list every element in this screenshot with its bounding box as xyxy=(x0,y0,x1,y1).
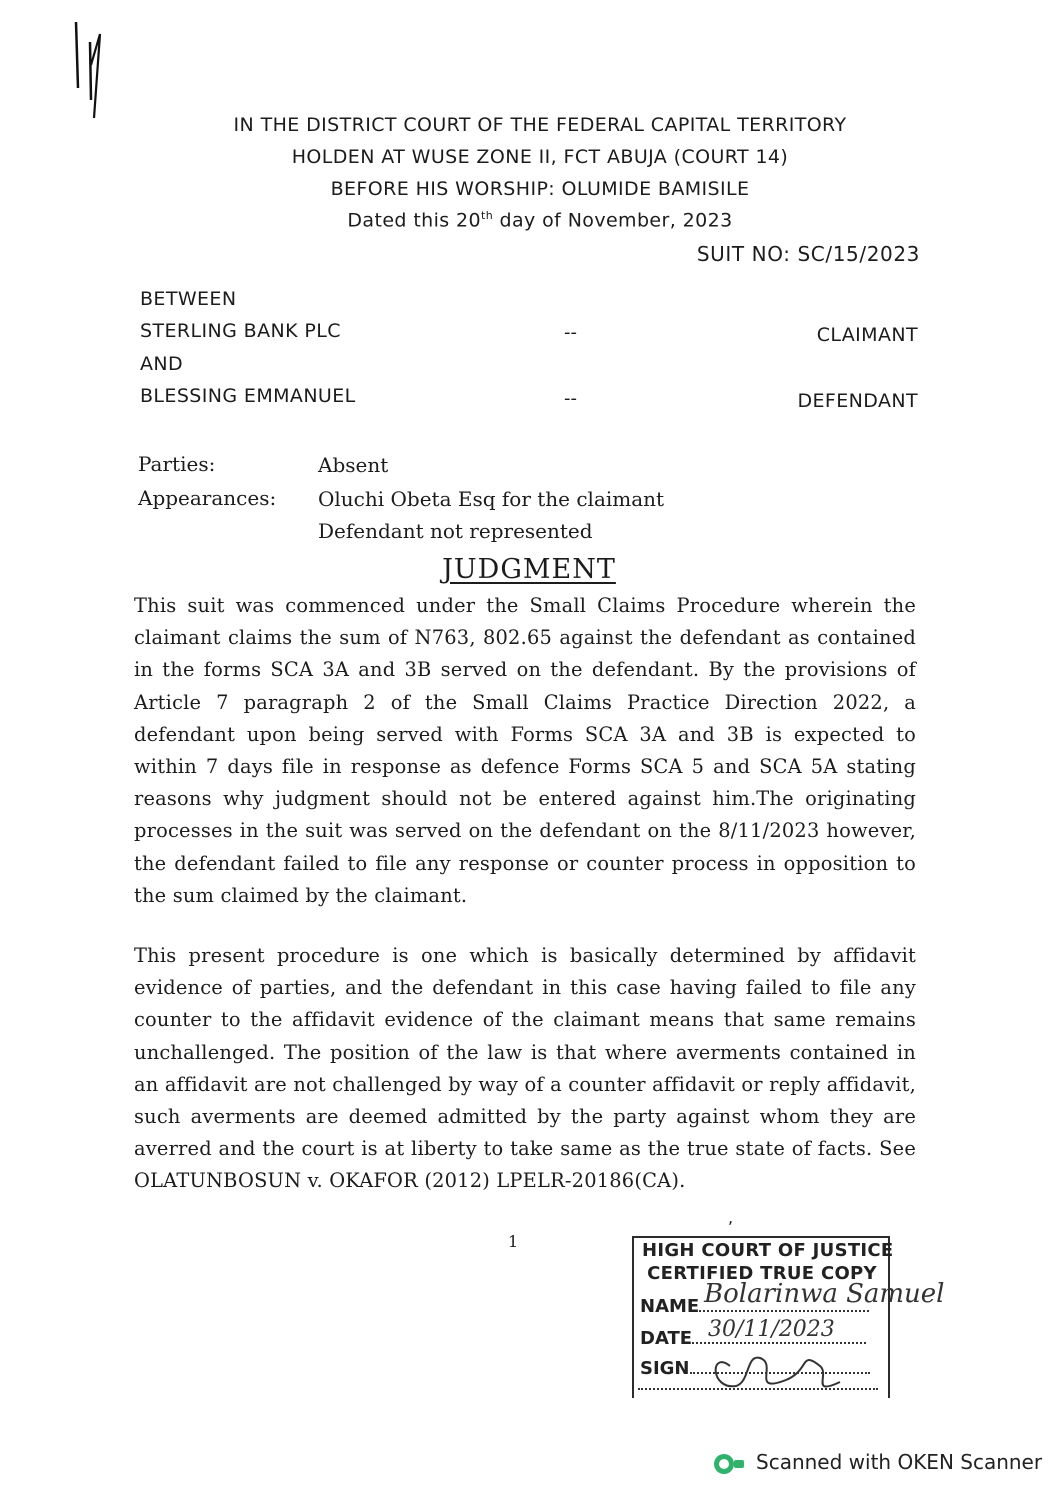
handwritten-name: Bolarinwa Samuel xyxy=(704,1279,945,1309)
parties-label: Parties: xyxy=(138,452,216,476)
stray-mark: , xyxy=(728,1208,734,1227)
claimant-name: STERLING BANK PLC xyxy=(140,320,341,342)
judgment-paragraph-2: This present procedure is one which is basically determined by affidavit evidence of parties, and the defendant in this case having failed to file any counter to the affidavit evidence of the claimant means that same remains unchallenged. The position of the law is that where averments contained in an affidavit are not challenged by way of a counter affidavit or reply affidavit, such averments are deemed admitted by the party against whom they are averred and the court is at liberty to take same as the true state of facts. See OLATUNBOSUN v. OKAFOR (2012) LPELR-20186(CA). xyxy=(134,944,916,1193)
page-number: 1 xyxy=(508,1232,519,1251)
stamp-court-name: HIGH COURT OF JUSTICE xyxy=(642,1240,894,1261)
suit-number: SUIT NO: SC/15/2023 xyxy=(696,242,920,266)
stamp-name-label: NAME xyxy=(640,1296,700,1317)
judgment-date-ordinal: th xyxy=(481,209,494,222)
defendant-separator: -- xyxy=(564,388,577,409)
judgment-date xyxy=(140,209,940,231)
stamp-date-label: DATE xyxy=(640,1328,693,1349)
claimant-separator: -- xyxy=(564,322,577,343)
appearance-claimant: Oluchi Obeta Esq for the claimant xyxy=(318,487,665,511)
judgment-title-text: JUDGMENT xyxy=(442,554,616,585)
judgment-date-suffix: day of November, 2023 xyxy=(493,209,733,232)
and-label: AND xyxy=(140,353,184,375)
judgment-title xyxy=(0,554,1058,585)
appearances-label: Appearances: xyxy=(138,486,277,510)
handwritten-signature xyxy=(690,1270,960,1400)
defendant-role: DEFENDANT xyxy=(797,390,918,412)
appearance-defendant: Defendant not represented xyxy=(318,519,593,543)
stamp-sign-label: SIGN xyxy=(640,1358,690,1379)
scanner-watermark xyxy=(712,1450,1042,1476)
scanner-text: Scanned with OKEN Scanner xyxy=(756,1450,1043,1474)
judgment-date-prefix: Dated this 20 xyxy=(347,209,482,232)
handwritten-date: 30/11/2023 xyxy=(708,1317,835,1342)
stamp-certified-label: CERTIFIED TRUE COPY xyxy=(647,1263,877,1284)
between-label: BETWEEN xyxy=(140,288,237,310)
court-header-line-3: BEFORE HIS WORSHIP: OLUMIDE BAMISILE xyxy=(330,178,750,200)
judgment-paragraph-1: This suit was commenced under the Small Claims Procedure wherein the claimant claims the sum of N763, 802.65 against the defendant as contained in the forms SCA 3A and 3B served on the defendant. By the provisions of Article 7 paragraph 2 of the Small Claims Practice Direction 2022, a defendant upon being served with Forms SCA 3A and 3B is expected to within 7 days file in response as defence Forms SCA 5 and SCA 5A stating reasons why judgment should not be entered against him.The originating processes in the suit was served on the defendant on the 8/11/2023 however, the defendant failed to file any response or counter process in opposition to the sum claimed by the claimant. xyxy=(134,594,916,907)
court-header-line-1: IN THE DISTRICT COURT OF THE FEDERAL CAPITAL TERRITORY xyxy=(233,114,847,136)
parties-value: Absent xyxy=(318,453,389,477)
court-header-line-2: HOLDEN AT WUSE ZONE II, FCT ABUJA (COURT 14) xyxy=(291,146,789,168)
claimant-role: CLAIMANT xyxy=(816,324,918,346)
margin-handwriting-mark xyxy=(60,10,120,120)
defendant-name: BLESSING EMMANUEL xyxy=(140,385,356,407)
oken-scanner-logo-icon xyxy=(712,1452,746,1476)
